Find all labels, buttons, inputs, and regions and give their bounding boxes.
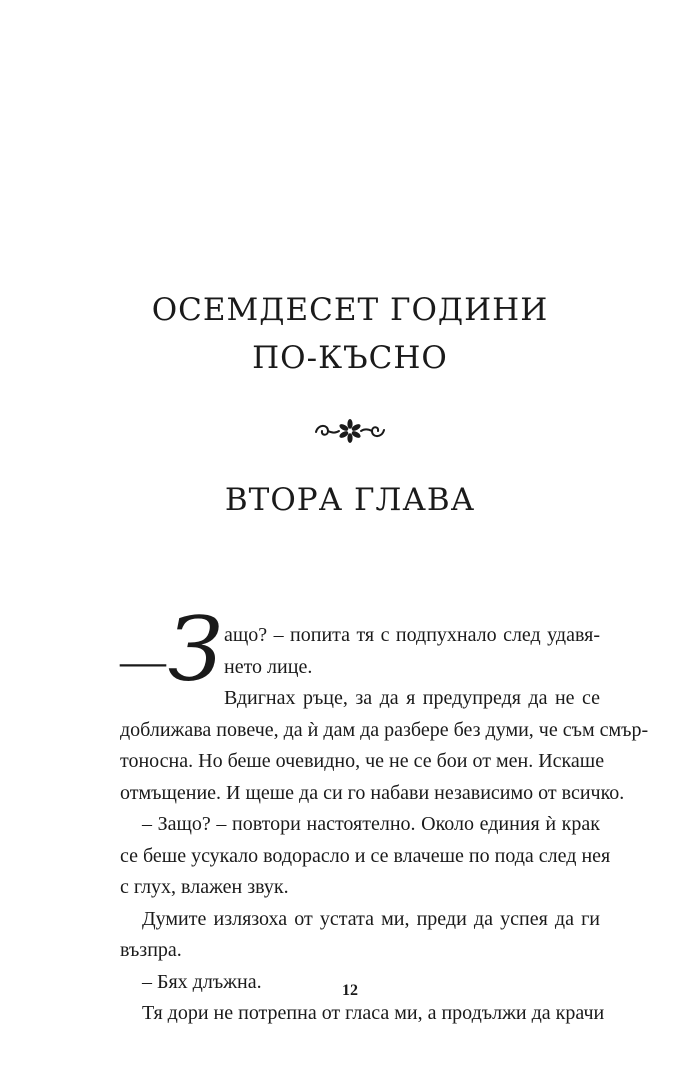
text-line: отмъщение. И щеше да си го набави независимо от всичко.: [120, 781, 625, 804]
text-line: се беше усукало водорасло и се влачеше по пода след нея: [120, 844, 611, 867]
text-line: – Защо? – повтори настоятелно. Около единия ѝ крак: [142, 813, 600, 835]
dropcap-letter: З: [168, 598, 223, 701]
text-line: Вдигнах ръце, за да я предупредя да не се: [224, 687, 600, 709]
fleuron-asterisk-icon: [312, 418, 388, 444]
page-number: 12: [342, 982, 358, 999]
body-text: [120, 620, 649, 1030]
text-line: ащо? – попита тя с подпухнало след удавя-: [224, 624, 600, 646]
text-line: Тя дори не потрепна от гласа ми, а продължи да крачи: [142, 1002, 605, 1024]
text-line: възпра.: [120, 939, 182, 961]
part-title-line-1: ОСЕМДЕСЕТ ГОДИНИ: [151, 292, 549, 328]
text-line: тоносна. Но беше очевидно, че не се бои от мен. Искаше: [120, 750, 605, 772]
dropcap-dash: —: [120, 635, 166, 686]
text-line: – Бях длъжна.: [142, 970, 262, 993]
text-line: с глух, влажен звук.: [120, 876, 289, 898]
text-line: доближава повече, да ѝ дам да разбере без думи, че съм смър-: [120, 718, 649, 741]
text-line: Думите излязоха от устата ми, преди да успея да ги: [142, 907, 600, 930]
text-line: нето лице.: [224, 655, 313, 678]
part-title-line-2: ПО-КЪСНО: [252, 340, 448, 376]
chapter-title: ВТОРА ГЛАВА: [224, 482, 476, 518]
